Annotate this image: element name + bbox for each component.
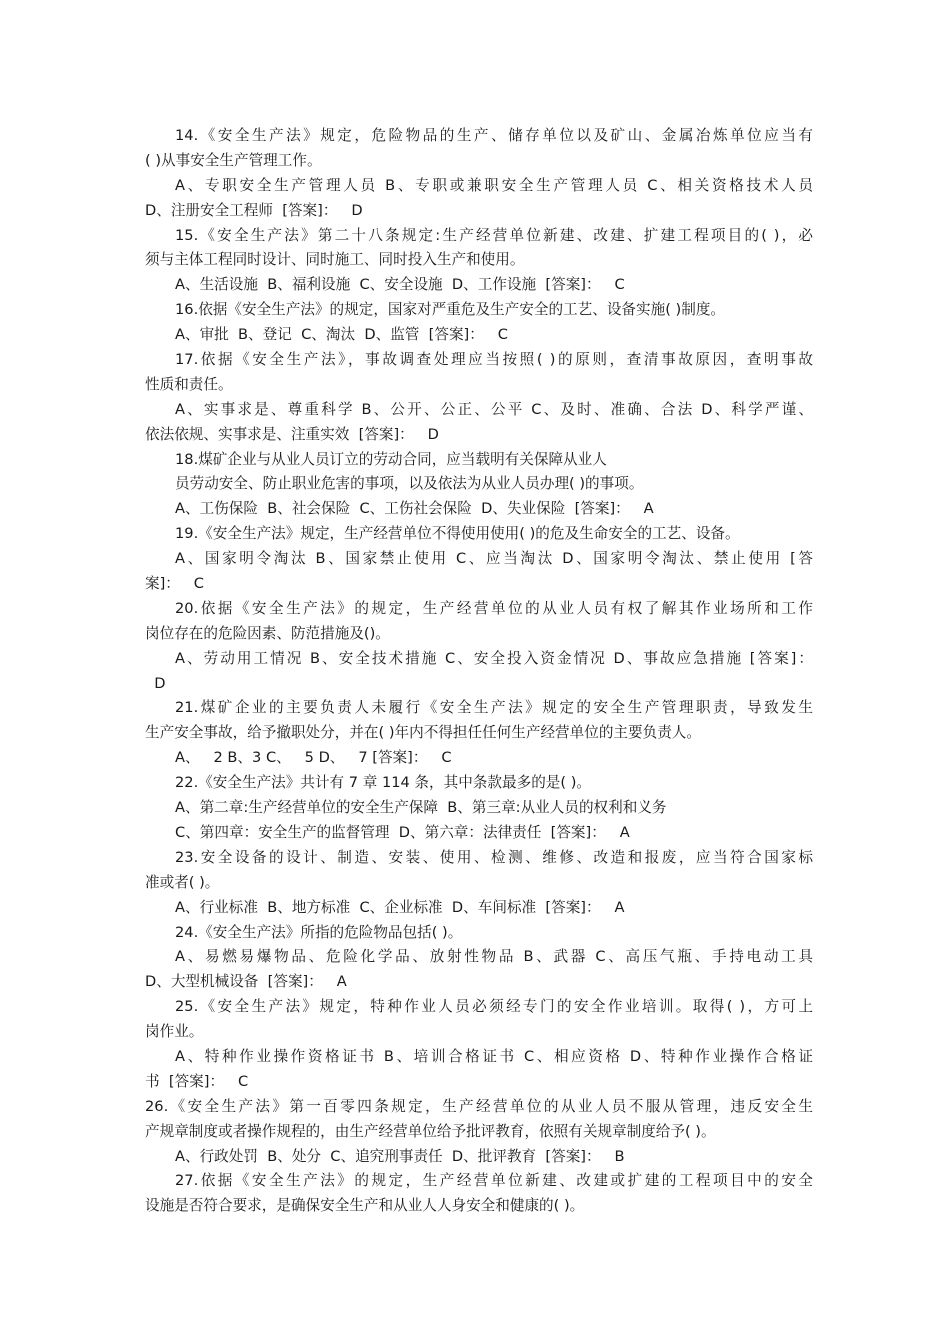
text-line: A、实事求是、尊重科学 B、公开、公正、公平 C、及时、准确、合法 D、科学严谨、	[175, 400, 813, 418]
text-line: A、特种作业操作资格证书 B、培训合格证书 C、相应资格 D、特种作业操作合格证	[175, 1047, 813, 1065]
text-line: D	[145, 674, 166, 692]
text-line: A、审批 B、登记 C、淘汰 D、监管 [答案]： C	[175, 326, 508, 344]
text-line: A、生活设施 B、福利设施 C、安全设施 D、工作设施 [答案]： C	[175, 276, 625, 294]
text-line: 须与主体工程同时设计、同时施工、同时投入生产和使用。	[145, 251, 525, 269]
text-line: 依法依规、实事求是、注重实效 [答案]： D	[145, 425, 439, 443]
text-line: 设施是否符合要求，是确保安全生产和从业人人身安全和健康的( )。	[145, 1197, 585, 1215]
text-line: 25.《安全生产法》规定，特种作业人员必须经专门的安全作业培训。取得( )，方可上	[175, 998, 813, 1016]
text-line: 24.《安全生产法》所指的危险物品包括( )。	[175, 923, 463, 941]
text-line: 14.《安全生产法》规定，危险物品的生产、储存单位以及矿山、金属冶炼单位应当有	[175, 127, 813, 144]
text-line: A、 2 B、3 C、 5 D、 7 [答案]： C	[175, 749, 452, 767]
text-line: 产规章制度或者操作规程的，由生产经营单位给予批评教育，依照有关规章制度给予( )。	[145, 1122, 716, 1140]
text-line: 案]： C	[145, 575, 204, 593]
text-line: 23.安全设备的设计、制造、安装、使用、检测、维修、改造和报废，应当符合国家标	[175, 848, 813, 866]
text-line: 岗作业。	[145, 1023, 204, 1041]
text-line: 22.《安全生产法》共计有 7 章 114 条，其中条款最多的是( )。	[175, 774, 591, 792]
text-line: 15.《安全生产法》第二十八条规定:生产经营单位新建、改建、扩建工程项目的( )，必	[175, 226, 813, 244]
text-line: 27.依据《安全生产法》的规定，生产经营单位新建、改建或扩建的工程项目中的安全	[175, 1172, 813, 1190]
text-line: A、行政处罚 B、处分 C、追究刑事责任 D、批评教育 [答案]： B	[175, 1147, 625, 1165]
text-line: 岗位存在的危险因素、防范措施及()。	[145, 624, 390, 642]
text-line: 19.《安全生产法》规定，生产经营单位不得使用使用( )的危及生命安全的工艺、设备。	[175, 525, 740, 543]
text-line: A、工伤保险 B、社会保险 C、工伤社会保险 D、失业保险 [答案]： A	[175, 500, 654, 518]
text-line: 20.依据《安全生产法》的规定，生产经营单位的从业人员有权了解其作业场所和工作	[175, 599, 813, 617]
text-line: 书 [答案]： C	[145, 1072, 249, 1090]
text-line: D、大型机械设备 [答案]： A	[145, 973, 347, 991]
text-line: A、行业标准 B、地方标准 C、企业标准 D、车间标准 [答案]： A	[175, 898, 625, 916]
text-line: 21.煤矿企业的主要负责人未履行《安全生产法》规定的安全生产管理职责，导致发生	[175, 699, 813, 717]
document-page	[145, 124, 813, 1219]
text-line: A、国家明令淘汰 B、国家禁止使用 C、应当淘汰 D、国家明令淘汰、禁止使用 [答	[175, 550, 813, 568]
text-line: 准或者( )。	[145, 873, 220, 891]
text-line: A、专职安全生产管理人员 B、专职或兼职安全生产管理人员 C、相关资格技术人员	[175, 176, 813, 194]
text-line: 生产安全事故，给予撤职处分，并在( )年内不得担任任何生产经营单位的主要负责人。	[145, 724, 701, 742]
text-line: A、第二章:生产经营单位的安全生产保障 B、第三章:从业人员的权利和义务	[175, 799, 667, 817]
text-line: A、易燃易爆物品、危险化学品、放射性物品 B、武器 C、高压气瓶、手持电动工具	[175, 948, 813, 966]
text-line: 性质和责任。	[145, 375, 233, 393]
text-line: 员劳动安全、防止职业危害的事项，以及依法为从业人员办理( )的事项。	[175, 475, 644, 493]
text-line: 18.煤矿企业与从业人员订立的劳动合同，应当载明有关保障从业人	[175, 450, 607, 468]
text-line: 17.依据《安全生产法》，事故调查处理应当按照( )的原则，查清事故原因，查明事故	[175, 351, 813, 369]
text-line: C、第四章：安全生产的监督管理 D、第六章：法律责任 [答案]： A	[175, 823, 630, 841]
text-line: A、劳动用工情况 B、安全技术措施 C、安全投入资金情况 D、事故应急措施 [答案]：	[175, 649, 813, 667]
text-line: 16.依据《安全生产法》的规定，国家对严重危及生产安全的工艺、设备实施( )制度。	[175, 301, 726, 319]
text-line: 26.《安全生产法》第一百零四条规定，生产经营单位的从业人员不服从管理，违反安全生	[145, 1097, 813, 1115]
text-line: ( )从事安全生产管理工作。	[145, 151, 322, 169]
text-line: D、注册安全工程师 [答案]： D	[145, 201, 363, 219]
